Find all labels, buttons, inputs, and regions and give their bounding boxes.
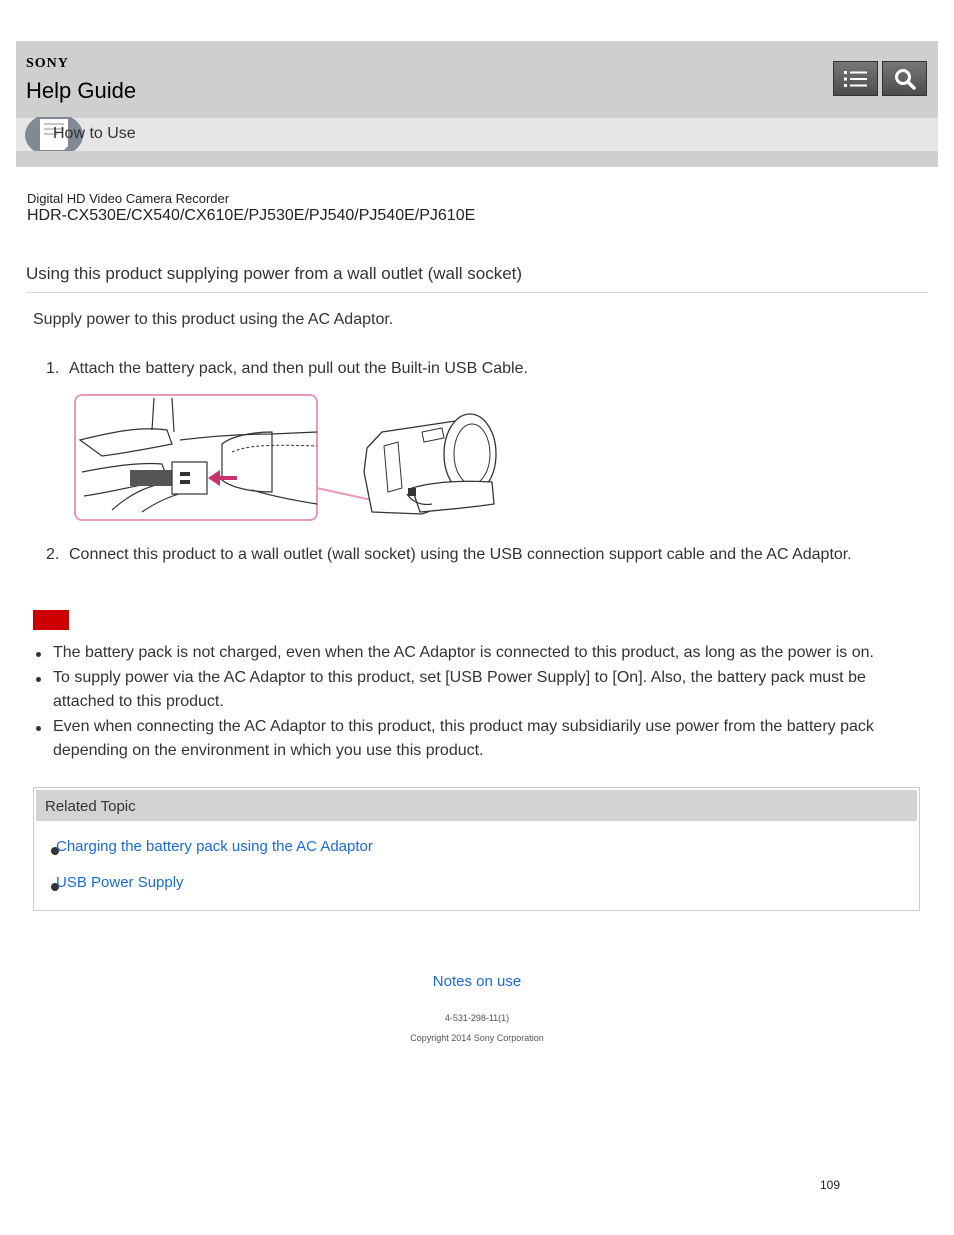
page-title: Help Guide — [26, 78, 137, 103]
link-charging-battery[interactable]: Charging the battery pack using the AC Adaptor — [56, 838, 373, 855]
step-text: Connect this product to a wall outlet (wall socket) using the USB connection support cable and the AC Adaptor. — [69, 546, 852, 563]
list-icon — [843, 68, 869, 90]
header-bar — [16, 41, 938, 118]
section-bar — [16, 118, 938, 151]
intro-text: Supply power to this product using the AC Adaptor. — [33, 311, 394, 328]
related-topic-header — [36, 790, 917, 821]
list-item: Even when connecting the AC Adaptor to this product, this product may subsidiarily use power from the battery pack depending on the environment in which you use this product. — [33, 715, 923, 764]
toc-button[interactable] — [833, 61, 878, 96]
search-button[interactable] — [882, 61, 927, 96]
notes-on-use-link[interactable]: Notes on use — [432, 973, 522, 990]
divider — [26, 292, 928, 293]
step-number: 1. — [46, 360, 60, 377]
notes-list — [33, 641, 923, 764]
product-category: Digital HD Video Camera Recorder — [27, 191, 230, 206]
related-topic-heading: Related Topic — [45, 798, 136, 815]
section-label[interactable]: How to Use — [53, 125, 136, 142]
topic-title: Using this product supplying power from a wall outlet (wall socket) — [26, 264, 523, 283]
product-models: HDR-CX530E/CX540/CX610E/PJ530E/PJ540/PJ540E/PJ610E — [27, 207, 476, 224]
note-marker — [33, 610, 69, 630]
sony-logo: SONY — [26, 56, 69, 71]
list-item: The battery pack is not charged, even when the AC Adaptor is connected to this product, as long as the power is on. — [33, 641, 923, 666]
search-icon — [893, 67, 917, 91]
copyright: Copyright 2014 Sony Corporation — [410, 1033, 544, 1043]
step-text: Attach the battery pack, and then pull out the Built-in USB Cable. — [69, 360, 528, 377]
document-code: 4-531-298-11(1) — [444, 1013, 510, 1023]
section-bar-bottom — [16, 151, 938, 167]
link-usb-power-supply[interactable]: USB Power Supply — [56, 874, 184, 891]
list-item: To supply power via the AC Adaptor to this product, set [USB Power Supply] to [On]. Also, the battery pack must be attached to this product. — [33, 666, 923, 715]
related-topic-box — [33, 787, 920, 911]
page-number: 109 — [820, 1178, 841, 1192]
step-number: 2. — [46, 546, 60, 563]
usb-cable-illustration — [72, 392, 502, 524]
